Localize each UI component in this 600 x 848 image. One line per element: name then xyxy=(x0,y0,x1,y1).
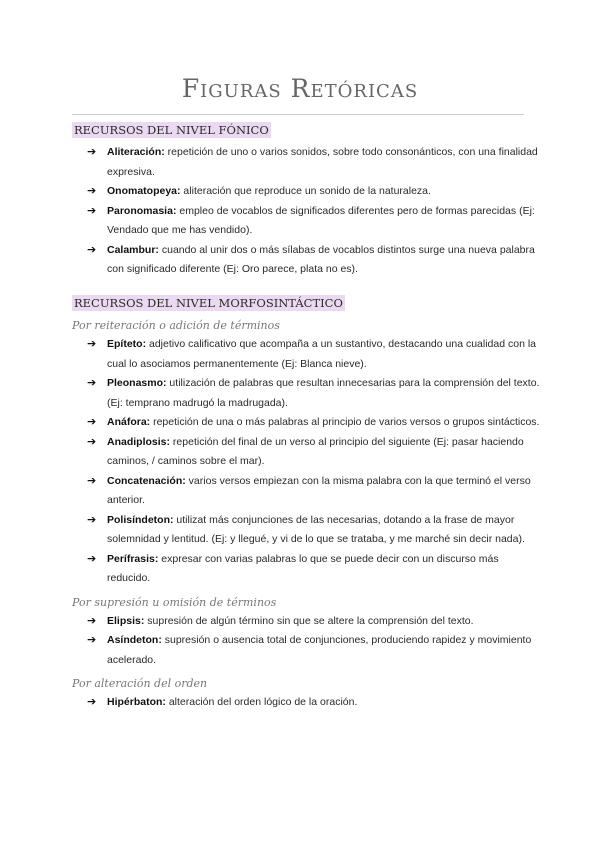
section-nivel-fonico xyxy=(72,121,542,280)
figure-definition: repetición de una o más palabras al principio de varios versos o grupos sintácticos. xyxy=(150,416,540,428)
section-heading: RECURSOS DEL NIVEL FÓNICO xyxy=(74,123,269,137)
figure-term: Anadiplosis: xyxy=(107,435,171,448)
figure-term: Elipsis: xyxy=(107,614,145,627)
list-item xyxy=(72,335,542,374)
figure-term: Pleonasmo: xyxy=(107,377,167,389)
figure-list xyxy=(72,143,542,280)
right-arrow-icon: ➔ xyxy=(87,474,97,487)
figure-definition: empleo de vocablos de significados diferentes pero de formas parecidas (Ej: Vendado que me has vendido). xyxy=(107,204,535,236)
figure-term: Asíndeton: xyxy=(107,634,162,646)
figure-term: Hipérbaton: xyxy=(107,696,166,708)
right-arrow-icon: ➔ xyxy=(87,614,97,627)
list-item xyxy=(72,550,542,589)
figure-term: Concatenación: xyxy=(107,474,186,487)
subsection-heading: Por supresión u omisión de términos xyxy=(72,595,277,609)
figure-definition: repetición del final de un verso al principio del siguiente (Ej: pasar haciendo caminos, / caminos sobre el mar). xyxy=(107,435,524,467)
figure-term: Paronomasia: xyxy=(107,204,177,217)
figure-definition: aliteración que reproduce un sonido de la naturaleza. xyxy=(180,185,431,197)
figure-definition: repetición de uno o varios sonidos, sobre todo consonánticos, con una finalidad expresiva. xyxy=(107,146,538,178)
list-item xyxy=(72,413,542,433)
figure-definition: supresión o ausencia total de conjunciones, produciendo rapidez y movimiento acelerado. xyxy=(107,634,532,666)
figure-definition: varios versos empiezan con la misma palabra con la que terminó el verso anterior. xyxy=(107,474,531,506)
right-arrow-icon: ➔ xyxy=(87,435,97,448)
right-arrow-icon: ➔ xyxy=(87,146,97,158)
figure-term: Polisíndeton: xyxy=(107,513,174,526)
figure-definition: expresar con varias palabras lo que se puede decir con un discurso más reducido. xyxy=(107,552,499,584)
figure-definition: adjetivo calificativo que acompaña a un sustantivo, destacando una cualidad con la cual lo asociamos permanentemente (Ej: Blanca nieve). xyxy=(107,338,537,370)
figure-list xyxy=(72,335,542,589)
list-item xyxy=(72,693,542,713)
figure-term: Aliteración: xyxy=(107,146,165,158)
right-arrow-icon: ➔ xyxy=(87,204,97,217)
figure-definition: utilización de palabras que resultan innecesarias para la comprensión del texto. (Ej: temprano madrugó la madrugada). xyxy=(107,377,540,409)
subsection-heading: Por alteración del orden xyxy=(72,677,208,690)
list-item xyxy=(72,241,542,280)
figure-term: Onomatopeya: xyxy=(107,185,181,197)
right-arrow-icon: ➔ xyxy=(87,338,97,350)
right-arrow-icon: ➔ xyxy=(87,243,97,256)
right-arrow-icon: ➔ xyxy=(87,552,97,565)
figure-list xyxy=(72,693,542,713)
title-divider xyxy=(72,114,524,115)
figure-definition: supresión de algún término sin que se altere la comprensión del texto. xyxy=(144,614,474,627)
right-arrow-icon: ➔ xyxy=(87,185,97,197)
figure-definition: cuando al unir dos o más sílabas de vocablos distintos surge una nueva palabra con significado diferente (Ej: Oro parece, plata no es). xyxy=(107,243,535,275)
list-item xyxy=(72,511,542,550)
list-item xyxy=(72,631,542,670)
section-heading: RECURSOS DEL NIVEL MORFOSINTÁCTICO xyxy=(74,296,343,310)
right-arrow-icon: ➔ xyxy=(87,416,97,428)
figure-term: Perífrasis: xyxy=(107,552,159,565)
figure-term: Anáfora: xyxy=(107,416,151,428)
list-item xyxy=(72,202,542,241)
right-arrow-icon: ➔ xyxy=(87,377,97,389)
list-item xyxy=(72,472,542,511)
list-item xyxy=(72,374,542,413)
page-title: Figuras Retóricas xyxy=(181,74,419,103)
list-item xyxy=(72,433,542,472)
right-arrow-icon: ➔ xyxy=(87,696,97,708)
right-arrow-icon: ➔ xyxy=(87,634,97,646)
figure-list xyxy=(72,612,542,671)
figure-definition: utilizat más conjunciones de las necesarias, dotando a la frase de mayor solemnidad y lentitud. (Ej: y llegué, y vi de lo que se trataba, y me marché sin decir nada). xyxy=(107,513,525,545)
figure-definition: alteración del orden lógico de la oración. xyxy=(165,696,358,708)
list-item xyxy=(72,143,542,182)
subsection-heading: Por reiteración o adición de términos xyxy=(72,319,280,332)
right-arrow-icon: ➔ xyxy=(87,513,97,526)
list-item xyxy=(72,612,542,632)
figure-term: Calambur: xyxy=(107,243,159,256)
figure-term: Epíteto: xyxy=(107,338,147,350)
list-item xyxy=(72,182,542,202)
section-nivel-morfosintactico xyxy=(72,294,542,713)
